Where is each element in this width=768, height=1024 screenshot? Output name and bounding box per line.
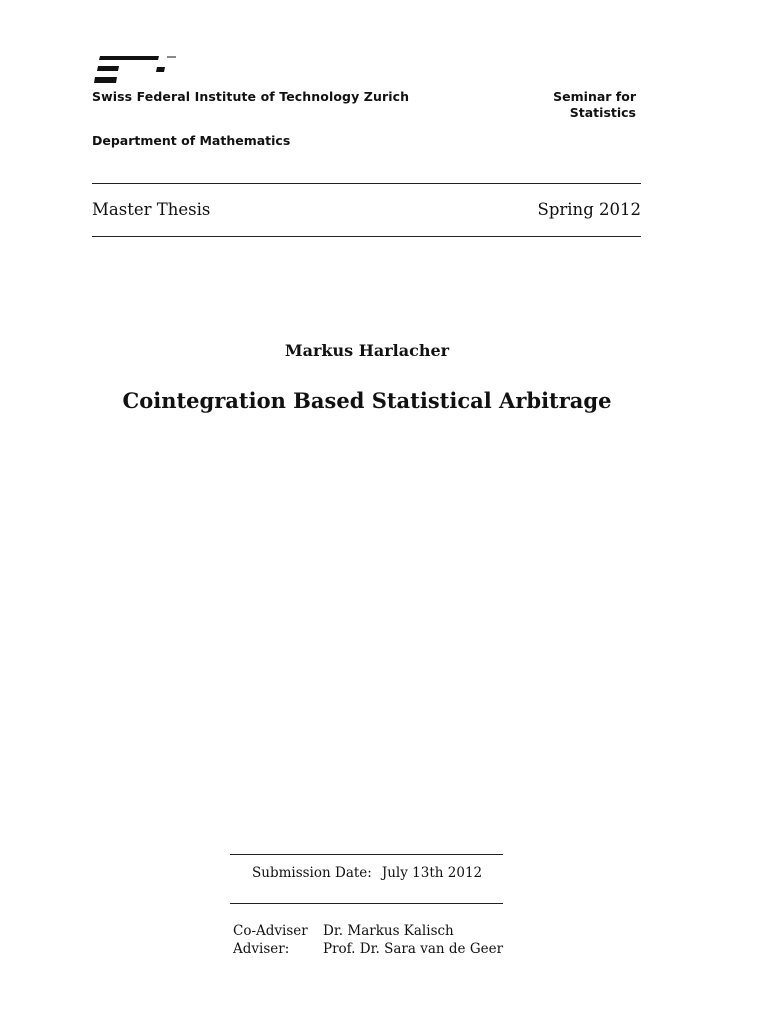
thesis-title: Cointegration Based Statistical Arbitrage — [122, 388, 612, 413]
eth-logo-icon — [92, 52, 182, 86]
advisers-block — [233, 922, 503, 958]
bottom-divider — [92, 236, 641, 237]
seminar-name — [553, 89, 636, 121]
adviser-name: Dr. Markus Kalisch — [323, 923, 454, 939]
adviser-role: Co-Adviser — [233, 923, 308, 939]
thesis-type: Master Thesis — [92, 200, 211, 219]
author-name: Markus Harlacher — [284, 341, 450, 360]
submission-bottom-divider — [230, 903, 503, 904]
top-divider — [92, 183, 641, 184]
department-name: Department of Mathematics — [92, 133, 291, 148]
submission-block — [252, 865, 482, 881]
adviser-name: Prof. Dr. Sara van de Geer — [323, 941, 504, 957]
adviser-row — [233, 940, 503, 958]
semester: Spring 2012 — [537, 200, 641, 219]
institution-name: Swiss Federal Institute of Technology Zurich — [92, 89, 410, 104]
seminar-line-1: Seminar for — [553, 89, 636, 104]
seminar-line-2: Statistics — [569, 105, 636, 120]
adviser-row — [233, 922, 503, 940]
submission-label: Submission Date: — [252, 865, 372, 881]
adviser-role: Adviser: — [233, 941, 290, 957]
submission-date: July 13th 2012 — [381, 865, 483, 881]
submission-top-divider — [230, 854, 503, 855]
